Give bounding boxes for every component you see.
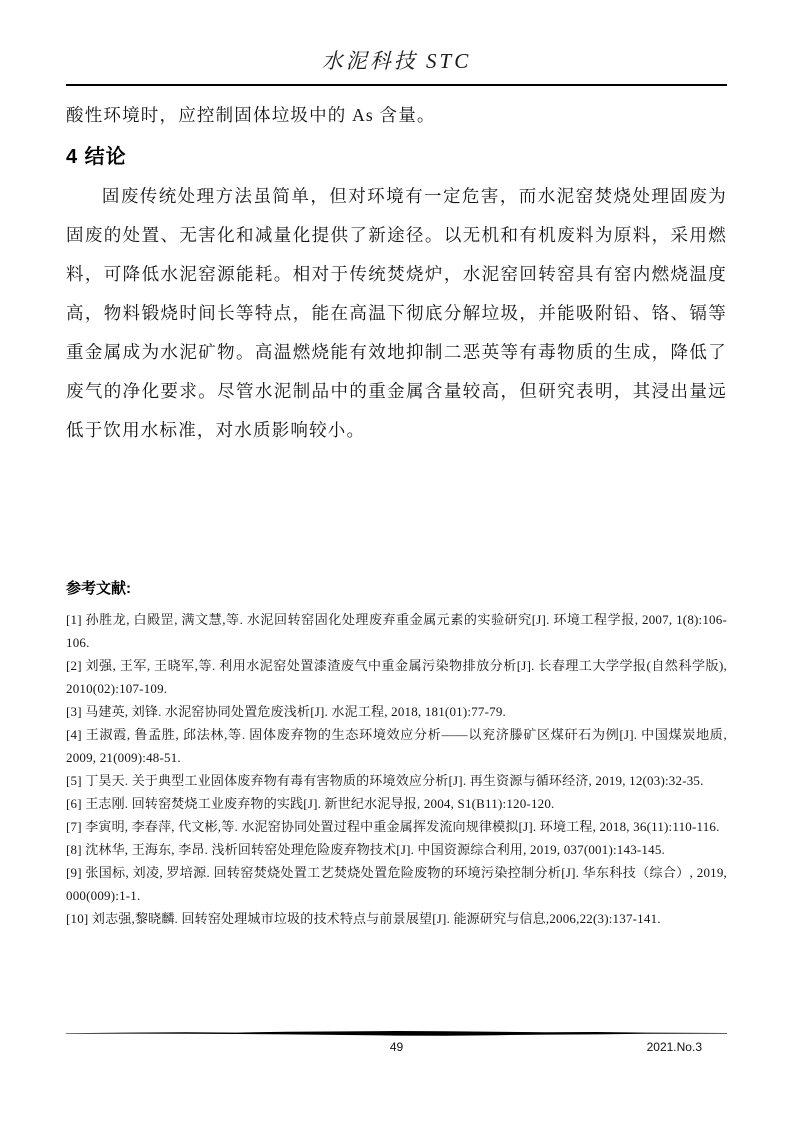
page-footer: [66, 1030, 727, 1055]
references-heading: 参考文献:: [66, 580, 131, 597]
reference-item-9: [9] 张国标, 刘凌, 罗培源. 回转窑焚烧处置工艺焚烧处置危险废物的环境污染控制分析[J]. 华东科技（综合）, 2019, 000(009):1-1.: [66, 865, 727, 903]
reference-item-10: [10] 刘志强,黎晓麟. 回转窑处理城市垃圾的技术特点与前景展望[J]. 能源研究与信息,2006,22(3):137-141.: [66, 911, 661, 926]
reference-item-8: [8] 沈林华, 王海东, 李昂. 浅析回转窑处理危险废弃物技术[J]. 中国资源综合利用, 2019, 037(001):143-145.: [66, 842, 665, 857]
reference-item-1: [1] 孙胜龙, 白殿罡, 满文慧,等. 水泥回转窑固化处理废弃重金属元素的实验研究[J]. 环境工程学报, 2007, 1(8):106-106.: [66, 612, 727, 650]
header-rule: [66, 84, 727, 86]
reference-item-5: [5] 丁昊天. 关于典型工业固体废弃物有毒有害物质的环境效应分析[J]. 再生资源与循环经济, 2019, 12(03):32-35.: [66, 773, 704, 788]
footer-row: [66, 1039, 727, 1055]
carryover-paragraph: 酸性环境时，应控制固体垃圾中的 As 含量。: [66, 105, 436, 125]
journal-title: 水泥科技 STC: [321, 49, 472, 73]
section-heading-conclusion: 4 结论: [66, 146, 127, 168]
reference-item-6: [6] 王志刚. 回转窑焚烧工业废弃物的实践[J]. 新世纪水泥导报, 2004, S1(B11):120-120.: [66, 796, 555, 811]
reference-item-3: [3] 马建英, 刘锋. 水泥窑协同处置危废浅析[J]. 水泥工程, 2018, 181(01):77-79.: [66, 704, 506, 719]
reference-item-7: [7] 李寅明, 李春萍, 代文彬,等. 水泥窑协同处置过程中重金属挥发流向规律模拟[J]. 环境工程, 2018, 36(11):110-116.: [66, 819, 720, 834]
references-list: [66, 608, 727, 930]
reference-item-2: [2] 刘强, 王军, 王晓军,等. 利用水泥窑处置漆渣废气中重金属污染物排放分析[J]. 长春理工大学学报(自然科学版), 2010(02):107-109.: [66, 658, 727, 696]
page-header: [0, 0, 793, 86]
issue-label: 2021.No.3: [646, 1040, 702, 1054]
reference-item-4: [4] 王淑霞, 鲁孟胜, 邱法林,等. 固体废弃物的生态环境效应分析——以兖济滕矿区煤矸石为例[J]. 中国煤炭地质, 2009, 21(009):48-51.: [66, 727, 727, 765]
conclusion-paragraph: 固废传统处理方法虽简单，但对环境有一定危害，而水泥窑焚烧处理固废为固废的处置、无害化和减量化提供了新途径。以无机和有机废料为原料，采用燃料，可降低水泥窑源能耗。相对于传统焚烧炉，水泥窑回转窑具有窑内燃烧温度高，物料锻烧时间长等特点，能在高温下彻底分解垃圾，并能吸附铅、铬、镉等重金属成为水泥矿物。高温燃烧能有效地抑制二恶英等有毒物质的生成，降低了废气的净化要求。尽管水泥制品中的重金属含量较高，但研究表明，其浸出量远低于饮用水标准，对水质影响较小。: [66, 186, 727, 440]
page-number: 49: [389, 1040, 404, 1054]
footer-ornament-rule: [66, 1030, 727, 1038]
